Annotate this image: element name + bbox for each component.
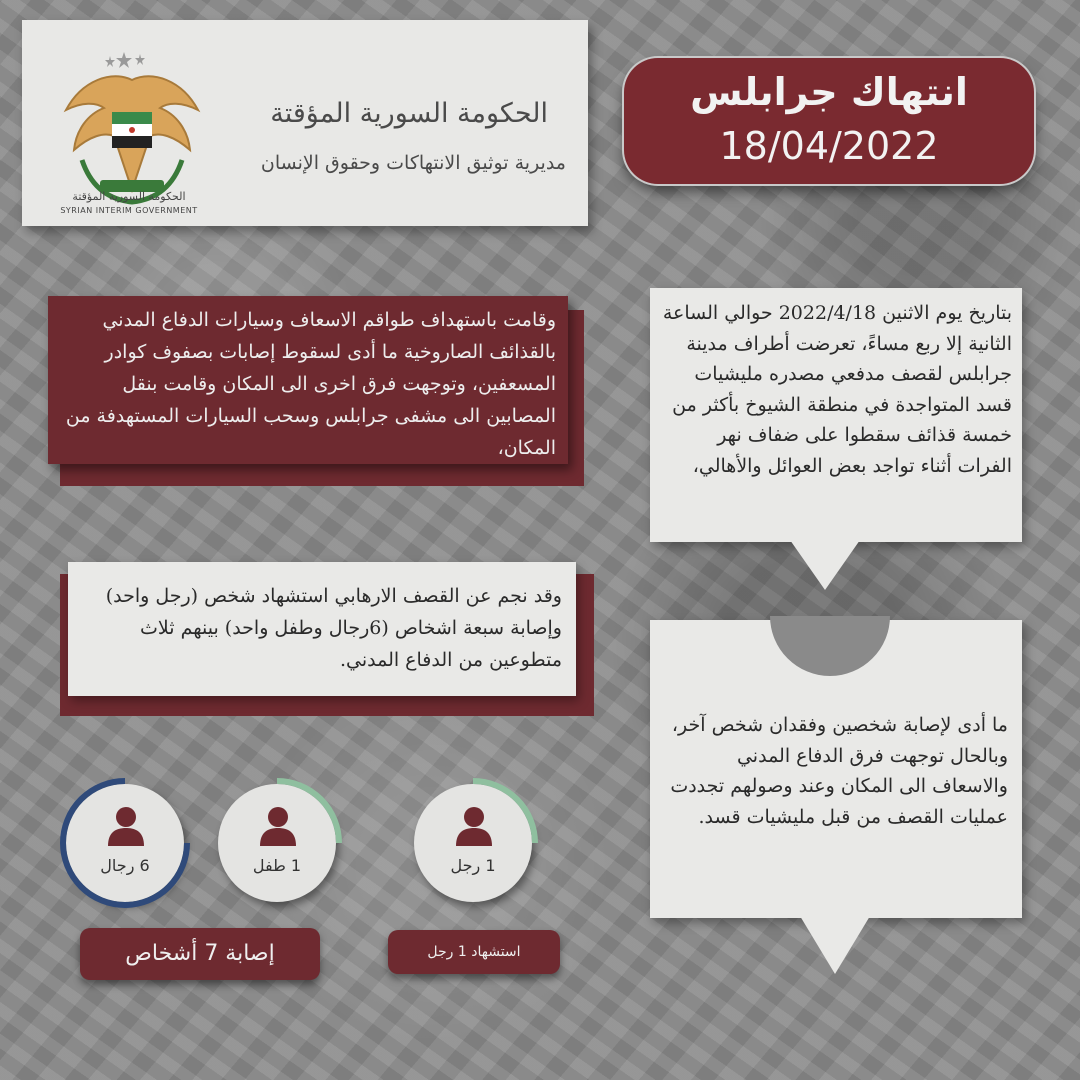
incident-date: 18/04/2022 <box>719 124 939 168</box>
header-card <box>22 20 588 226</box>
killed-badge: استشهاد 1 رجل <box>388 930 560 974</box>
paragraph-card-1 <box>650 288 1022 542</box>
page-title: انتهاك جرابلس <box>690 70 968 114</box>
paragraph-card-2 <box>48 296 568 464</box>
stat-circle-injured-child <box>218 784 336 902</box>
header-title: الحكومة السورية المؤقتة <box>270 98 548 129</box>
injured-badge: إصابة 7 أشخاص <box>80 928 320 980</box>
stat-label: 1 رجل <box>450 856 496 875</box>
card-notch-icon <box>770 616 890 678</box>
stat-circle-killed-man <box>414 784 532 902</box>
logo-text-arabic: الحكومة السورية المؤقتة <box>72 190 186 203</box>
paragraph-text-2: وقامت باستهداف طواقم الاسعاف وسيارات الدفاع المدني بالقذائف الصاروخية ما أدى لسقوط إصابات بصفوف كوادر المسعفين، وتوجهت فرق اخرى الى المكان وقامت بنقل المصابين الى مشفى جرابلس وسحب السيارات المستهدفة من المكان، <box>65 309 556 459</box>
title-plaque <box>624 58 1034 184</box>
paragraph-text-1: بتاريخ يوم الاثنين 2022/4/18 حوالي الساعة الثانية إلا ربع مساءً، تعرضت أطراف مدينة جرابلس لقصف مدفعي مصدره مليشيات قسد المتواجدة في منطقة الشيوخ بأكثر من خمسة قذائف سقطوا على ضفاف نهر الفرات أثناء تواجد بعض العوائل والأهالي، <box>662 302 1012 477</box>
paragraph-text-4: ما أدى لإصابة شخصين وفقدان شخص آخر، وبالحال توجهت فرق الدفاع المدني والاسعاف الى المكان وعند وصولهم تجددت عمليات القصف من قبل مليشيات قسد. <box>670 714 1008 828</box>
stat-label: 6 رجال <box>100 856 150 875</box>
stat-label: 1 طفل <box>252 856 302 875</box>
paragraph-text-3: وقد نجم عن القصف الارهابي استشهاد شخص (رجل واحد) وإصابة سبعة اشخاص (6رجال وطفل واحد) بينهم ثلاث متطوعين من الدفاع المدني. <box>105 585 562 671</box>
person-icon <box>260 806 296 846</box>
stat-circle-injured-men <box>66 784 184 902</box>
header-subtitle: مديرية توثيق الانتهاكات وحقوق الإنسان <box>260 152 566 174</box>
person-icon <box>108 806 144 846</box>
person-icon <box>456 806 492 846</box>
pointer-down-icon-2 <box>800 916 870 978</box>
logo-text-english: SYRIAN INTERIM GOVERNMENT <box>60 206 198 215</box>
paragraph-card-3 <box>68 562 576 696</box>
pointer-down-icon <box>790 540 860 594</box>
